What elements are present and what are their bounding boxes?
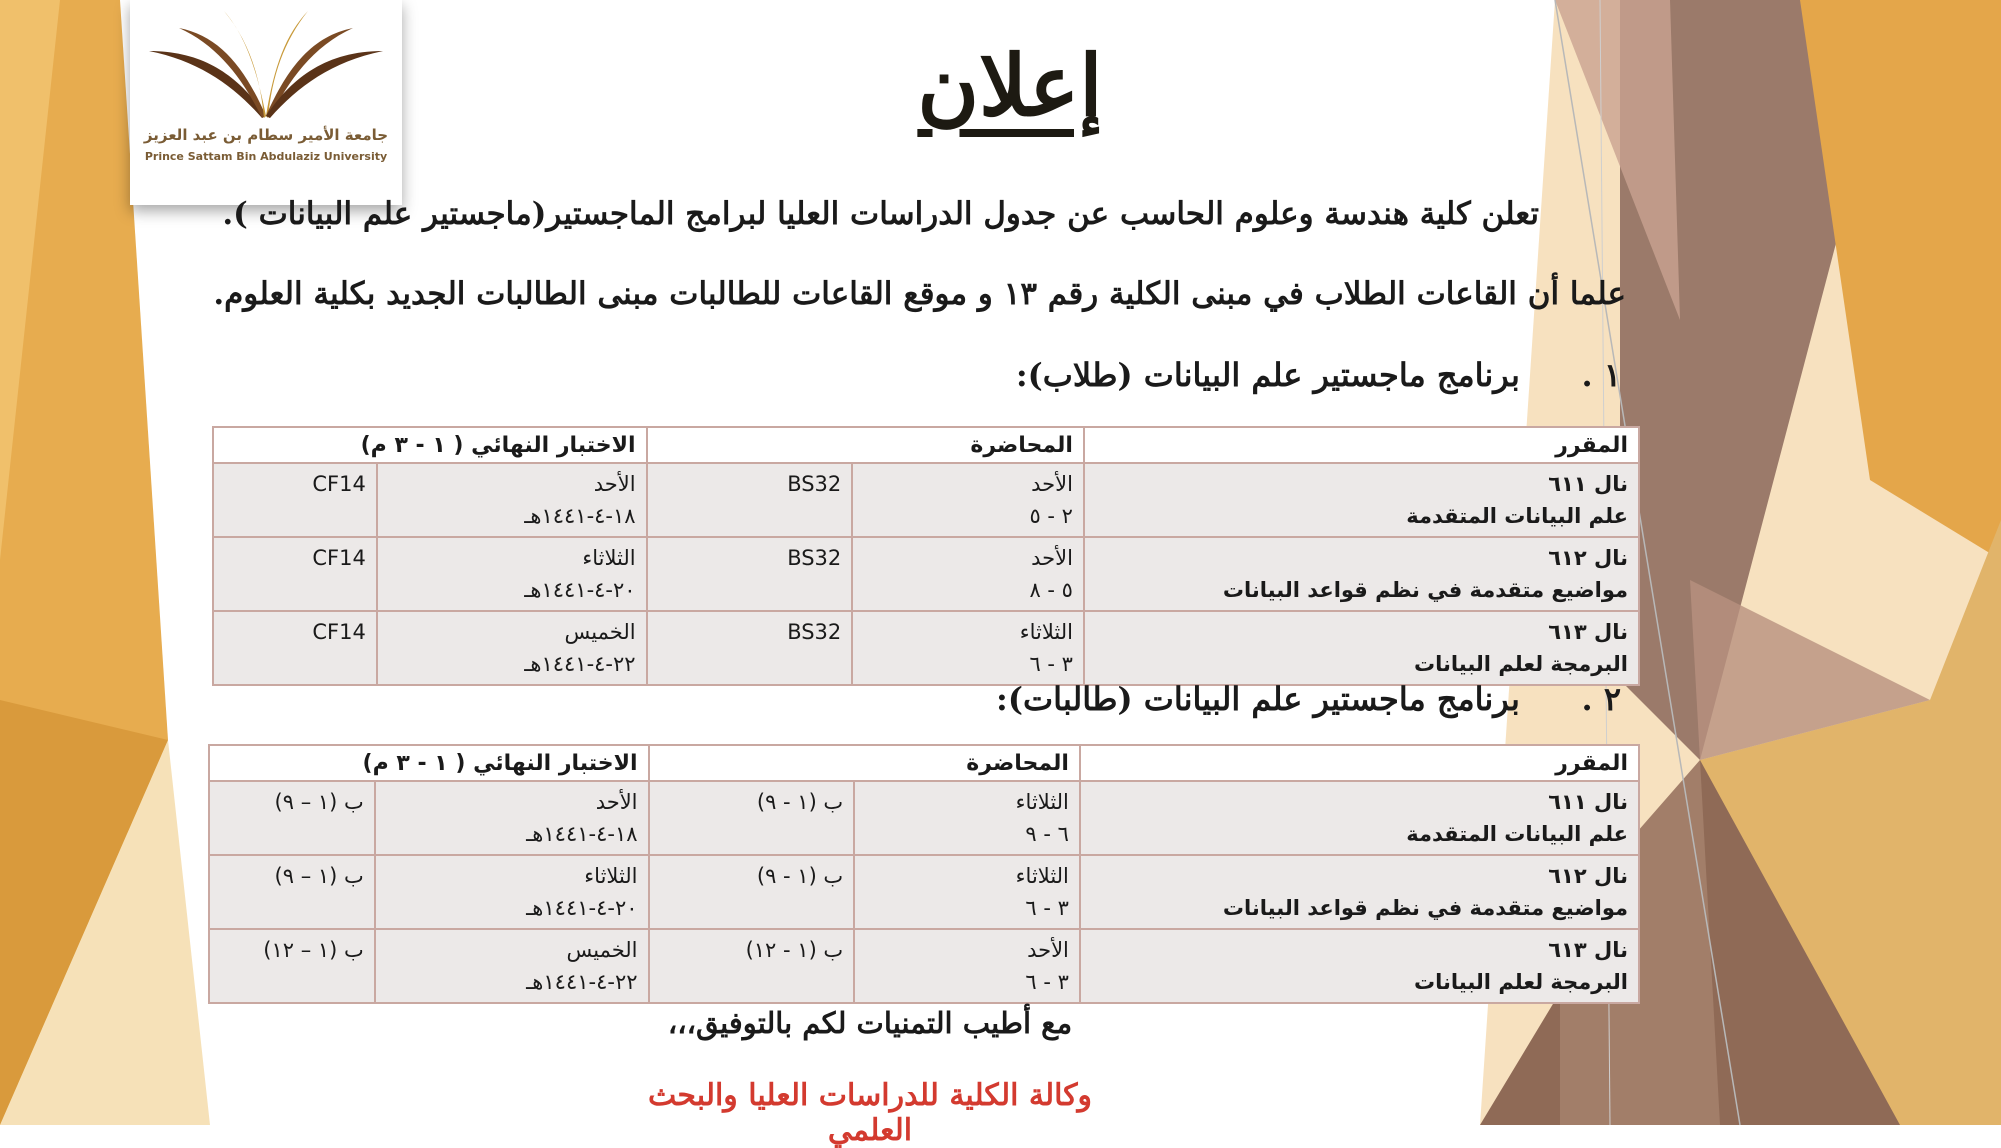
lecture-day: الأحد: [1027, 938, 1069, 962]
exam-day: الخميس: [564, 620, 636, 644]
exam-room-cell: ب (١ – ١٢): [209, 929, 375, 1003]
lecture-time: ٣ - ٦: [1025, 896, 1069, 920]
lecture-room-cell: BS32: [647, 463, 853, 537]
closing-text: مع أطيب التمنيات لكم بالتوفيق،،،: [667, 1006, 1073, 1040]
exam-room-cell: ب (١ – ٩): [209, 781, 375, 855]
logo-english-name: Prince Sattam Bin Abdulaziz University: [144, 150, 388, 163]
course-name: علم البيانات المتقدمة: [1406, 504, 1628, 528]
course-name: البرمجة لعلم البيانات: [1414, 970, 1628, 994]
lecture-time: ٥ - ٨: [1029, 578, 1073, 602]
lecture-day: الثلاثاء: [1015, 864, 1069, 888]
lecture-day: الثلاثاء: [1015, 790, 1069, 814]
table-row: [209, 929, 1639, 1003]
lecture-day-cell: [852, 611, 1084, 685]
course-cell: [1080, 929, 1639, 1003]
program-number: ١ .: [1581, 356, 1621, 394]
header-course: المقرر: [1080, 745, 1639, 781]
lecture-room-cell: BS32: [647, 537, 853, 611]
exam-date: ١٨-٤-١٤٤١هـ: [524, 504, 636, 528]
course-name: علم البيانات المتقدمة: [1406, 822, 1628, 846]
exam-day: الأحد: [593, 472, 636, 496]
course-code: نال ٦١١: [1548, 472, 1628, 496]
exam-date: ٢٠-٤-١٤٤١هـ: [524, 578, 636, 602]
intro-paragraph: تعلن كلية هندسة وعلوم الحاسب عن جدول الدراسات العليا لبرامج الماجستير(ماجستير علم البيانات ).: [222, 196, 1539, 232]
lecture-day-cell: [854, 855, 1080, 929]
lecture-day: الأحد: [1031, 472, 1073, 496]
header-lecture: المحاضرة: [649, 745, 1080, 781]
exam-day: الثلاثاء: [582, 546, 636, 570]
rooms-note-paragraph: علما أن القاعات الطلاب في مبنى الكلية رقم ١٣ و موقع القاعات للطالبات مبنى الطالبات الجديد بكلية العلوم.: [213, 276, 1626, 312]
course-cell: [1080, 855, 1639, 929]
table-row: [213, 537, 1639, 611]
header-final-exam: الاختبار النهائي ( ١ - ٣ م): [213, 427, 647, 463]
table-row: [213, 463, 1639, 537]
page-title: إعلان: [917, 36, 1103, 135]
lecture-room-cell: ب (١ - ٩): [649, 781, 855, 855]
program-heading-male: [1016, 356, 1621, 394]
schedule-table-male: [212, 426, 1640, 686]
lecture-day: الأحد: [1031, 546, 1073, 570]
course-cell: [1080, 781, 1639, 855]
course-code: نال ٦١٢: [1548, 546, 1628, 570]
program-heading-female: [996, 680, 1621, 718]
course-code: نال ٦١٣: [1548, 938, 1628, 962]
program-title: برنامج ماجستير علم البيانات (طالبات):: [996, 680, 1520, 718]
table-row: [209, 855, 1639, 929]
exam-date: ٢٠-٤-١٤٤١هـ: [526, 896, 638, 920]
exam-date: ٢٢-٤-١٤٤١هـ: [524, 652, 636, 676]
exam-day-cell: [377, 537, 647, 611]
header-final-exam: الاختبار النهائي ( ١ - ٣ م): [209, 745, 649, 781]
lecture-room-cell: BS32: [647, 611, 853, 685]
lecture-day-cell: [852, 463, 1084, 537]
course-cell: [1084, 463, 1639, 537]
lecture-time: ٢ - ٥: [1029, 504, 1073, 528]
course-name: البرمجة لعلم البيانات: [1414, 652, 1628, 676]
exam-day-cell: [375, 929, 649, 1003]
exam-day: الثلاثاء: [584, 864, 638, 888]
course-name: مواضيع متقدمة في نظم قواعد البيانات: [1222, 896, 1628, 920]
program-number: ٢ .: [1581, 680, 1621, 718]
lecture-time: ٦ - ٩: [1025, 822, 1069, 846]
lecture-time: ٣ - ٦: [1029, 652, 1073, 676]
exam-day-cell: [377, 463, 647, 537]
lecture-day: الثلاثاء: [1019, 620, 1073, 644]
exam-room-cell: ب (١ – ٩): [209, 855, 375, 929]
header-course: المقرر: [1084, 427, 1639, 463]
table-row: [209, 781, 1639, 855]
exam-day-cell: [377, 611, 647, 685]
exam-day-cell: [375, 781, 649, 855]
course-name: مواضيع متقدمة في نظم قواعد البيانات: [1222, 578, 1628, 602]
header-lecture: المحاضرة: [647, 427, 1084, 463]
lecture-time: ٣ - ٦: [1025, 970, 1069, 994]
signature-office: وكالة الكلية للدراسات العليا والبحث العلمي: [647, 1078, 1093, 1148]
exam-day: الأحد: [595, 790, 638, 814]
exam-day-cell: [375, 855, 649, 929]
program-title: برنامج ماجستير علم البيانات (طلاب):: [1015, 356, 1520, 394]
exam-day: الخميس: [566, 938, 638, 962]
lecture-day-cell: [854, 929, 1080, 1003]
table-header-row: [213, 427, 1639, 463]
schedule-table-female: [208, 744, 1640, 1004]
table-header-row: [209, 745, 1639, 781]
exam-room-cell: CF14: [213, 463, 377, 537]
lecture-room-cell: ب (١ - ١٢): [649, 929, 855, 1003]
course-code: نال ٦١٣: [1548, 620, 1628, 644]
course-cell: [1084, 611, 1639, 685]
exam-date: ٢٢-٤-١٤٤١هـ: [526, 970, 638, 994]
course-cell: [1084, 537, 1639, 611]
lecture-day-cell: [854, 781, 1080, 855]
exam-room-cell: CF14: [213, 611, 377, 685]
course-code: نال ٦١١: [1548, 790, 1628, 814]
table-row: [213, 611, 1639, 685]
logo-arabic-name: جامعة الأمير سطام بن عبد العزيز: [143, 126, 389, 144]
course-code: نال ٦١٢: [1548, 864, 1628, 888]
lecture-room-cell: ب (١ - ٩): [649, 855, 855, 929]
lecture-day-cell: [852, 537, 1084, 611]
exam-date: ١٨-٤-١٤٤١هـ: [526, 822, 638, 846]
exam-room-cell: CF14: [213, 537, 377, 611]
